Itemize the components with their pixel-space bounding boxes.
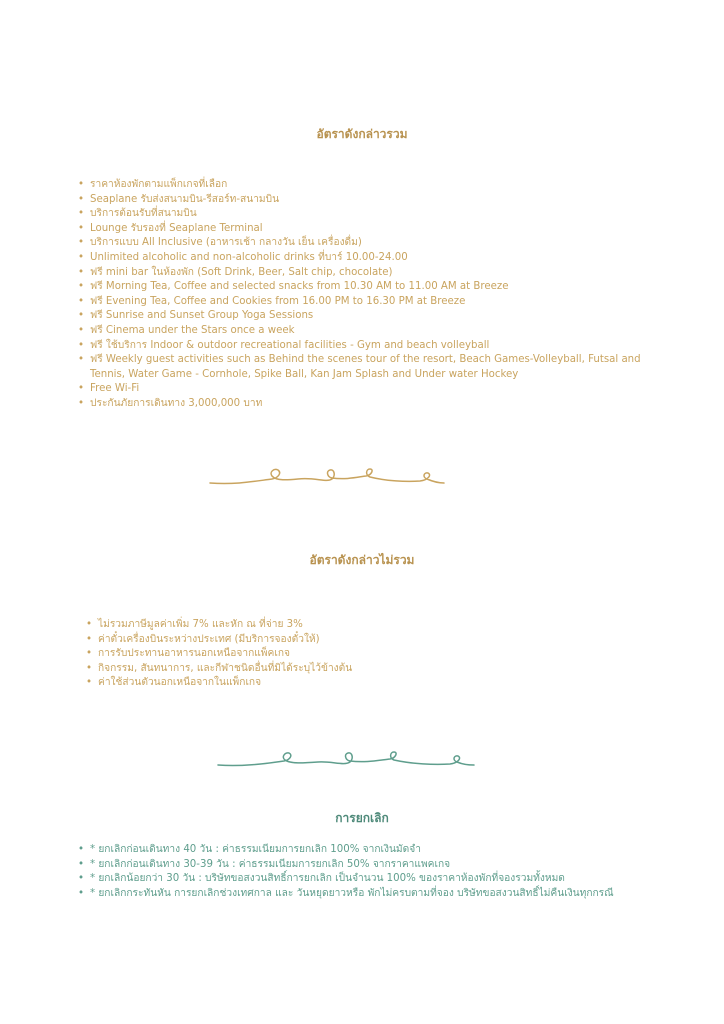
list-item: • Free Wi-Fi xyxy=(78,382,650,397)
list-item: • * ยกเลิกน้อยกว่า 30 วัน : บริษัทขอสงวนสิทธิ์การยกเลิก เป็นจำนวน 100% ของราคาห้องพักที่จองรวมทั้งหมด xyxy=(78,872,648,887)
bullet: • xyxy=(78,858,85,870)
excluded-list xyxy=(86,618,646,691)
list-item: • ราคาห้องพักตามแพ็กเกจที่เลือก xyxy=(78,178,650,193)
bullet: • xyxy=(78,179,85,190)
list-item: • Seaplane รับส่งสนามบิน-รีสอร์ท-สนามบิน xyxy=(78,193,650,208)
list-item: • ฟรี Weekly guest activities such as Behind the scenes tour of the resort, Beach Games-Volleyball, Futsal and Tennis, Water Game - Cornhole, Spike Ball, Kan Jam Splash and Under water Hockey xyxy=(78,354,641,380)
decorative-swirl-divider-icon xyxy=(214,748,476,776)
list-item: • ค่าใช้ส่วนตัวนอกเหนือจากในแพ็กเกจ xyxy=(86,676,646,691)
bullet: • xyxy=(78,310,85,322)
bullet: • xyxy=(86,619,93,630)
bullet: • xyxy=(78,295,85,307)
excluded-title: อัตราดังกล่าวไม่รวม xyxy=(309,553,415,567)
list-item: • ฟรี Cinema under the Stars once a week xyxy=(78,324,650,339)
bullet: • xyxy=(86,633,93,645)
list-item: • ฟรี Morning Tea, Coffee and selected snacks from 10.30 AM to 11.00 AM at Breeze xyxy=(78,280,650,295)
list-item: • ฟรี Sunrise and Sunset Group Yoga Sessions xyxy=(78,309,650,324)
list-item: • * ยกเลิกกระทันหัน การยกเลิกช่วงเทศกาล และ วันหยุดยาวหรือ พักไม่ครบตามที่จอง บริษัทขอสงวนสิทธิ์ไม่คืนเงินทุกกรณี xyxy=(78,887,648,902)
list-item: • Unlimited alcoholic and non-alcoholic drinks ที่บาร์ 10.00-24.00 xyxy=(78,251,650,266)
bullet: • xyxy=(86,662,93,674)
included-list xyxy=(78,178,650,412)
list-item: • บริการแบบ All Inclusive (อาหารเช้า กลางวัน เย็น เครื่องดื่ม) xyxy=(78,236,650,251)
included-title: อัตราดังกล่าวรวม xyxy=(316,127,408,141)
cancellation-title: การยกเลิก xyxy=(335,811,389,825)
bullet: • xyxy=(78,324,85,336)
list-item: • ไม่รวมภาษีมูลค่าเพิ่ม 7% และหัก ณ ที่จ่าย 3% xyxy=(86,618,646,633)
list-item: • กิจกรรม, สันทนาการ, และกีฬาชนิดอื่นที่มิได้ระบุไว้ข้างต้น xyxy=(86,662,646,677)
list-item: • ค่าตั๋วเครื่องบินระหว่างประเทศ (มีบริการจองตั๋วให้) xyxy=(86,633,646,648)
bullet: • xyxy=(78,383,85,395)
list-item: • * ยกเลิกก่อนเดินทาง 30-39 วัน : ค่าธรรมเนียมการยกเลิก 50% จากราคาแพคเกจ xyxy=(78,858,648,873)
list-item: • ฟรี ใช้บริการ Indoor & outdoor recreational facilities - Gym and beach volleyball xyxy=(78,339,650,354)
cancellation-list xyxy=(78,843,648,901)
bullet: • xyxy=(86,677,93,689)
bullet: • xyxy=(86,648,93,660)
bullet: • xyxy=(78,193,85,205)
bullet: • xyxy=(78,844,85,855)
bullet: • xyxy=(78,281,85,293)
list-item: • ฟรี mini bar ในห้องพัก (Soft Drink, Beer, Salt chip, chocolate) xyxy=(78,266,650,281)
list-item: • บริการต้อนรับที่สนามบิน xyxy=(78,207,650,222)
list-item: • การรับประทานอาหารนอกเหนือจากแพ็คเกจ xyxy=(86,647,646,662)
list-item: • ฟรี Evening Tea, Coffee and Cookies from 16.00 PM to 16.30 PM at Breeze xyxy=(78,295,650,310)
bullet: • xyxy=(78,339,85,351)
bullet: • xyxy=(78,397,85,409)
list-item: • ประกันภัยการเดินทาง 3,000,000 บาท xyxy=(78,397,650,412)
list-item: • * ยกเลิกก่อนเดินทาง 40 วัน : ค่าธรรมเนียมการยกเลิก 100% จากเงินมัดจำ xyxy=(78,843,648,858)
bullet: • xyxy=(78,266,85,278)
bullet: • xyxy=(78,222,85,234)
bullet: • xyxy=(78,354,85,366)
bullet: • xyxy=(78,208,85,220)
bullet: • xyxy=(78,251,85,263)
list-item: • Lounge รับรองที่ Seaplane Terminal xyxy=(78,222,650,237)
bullet: • xyxy=(78,887,85,899)
bullet: • xyxy=(78,237,85,249)
decorative-swirl-divider-icon xyxy=(206,463,446,493)
bullet: • xyxy=(78,873,85,885)
